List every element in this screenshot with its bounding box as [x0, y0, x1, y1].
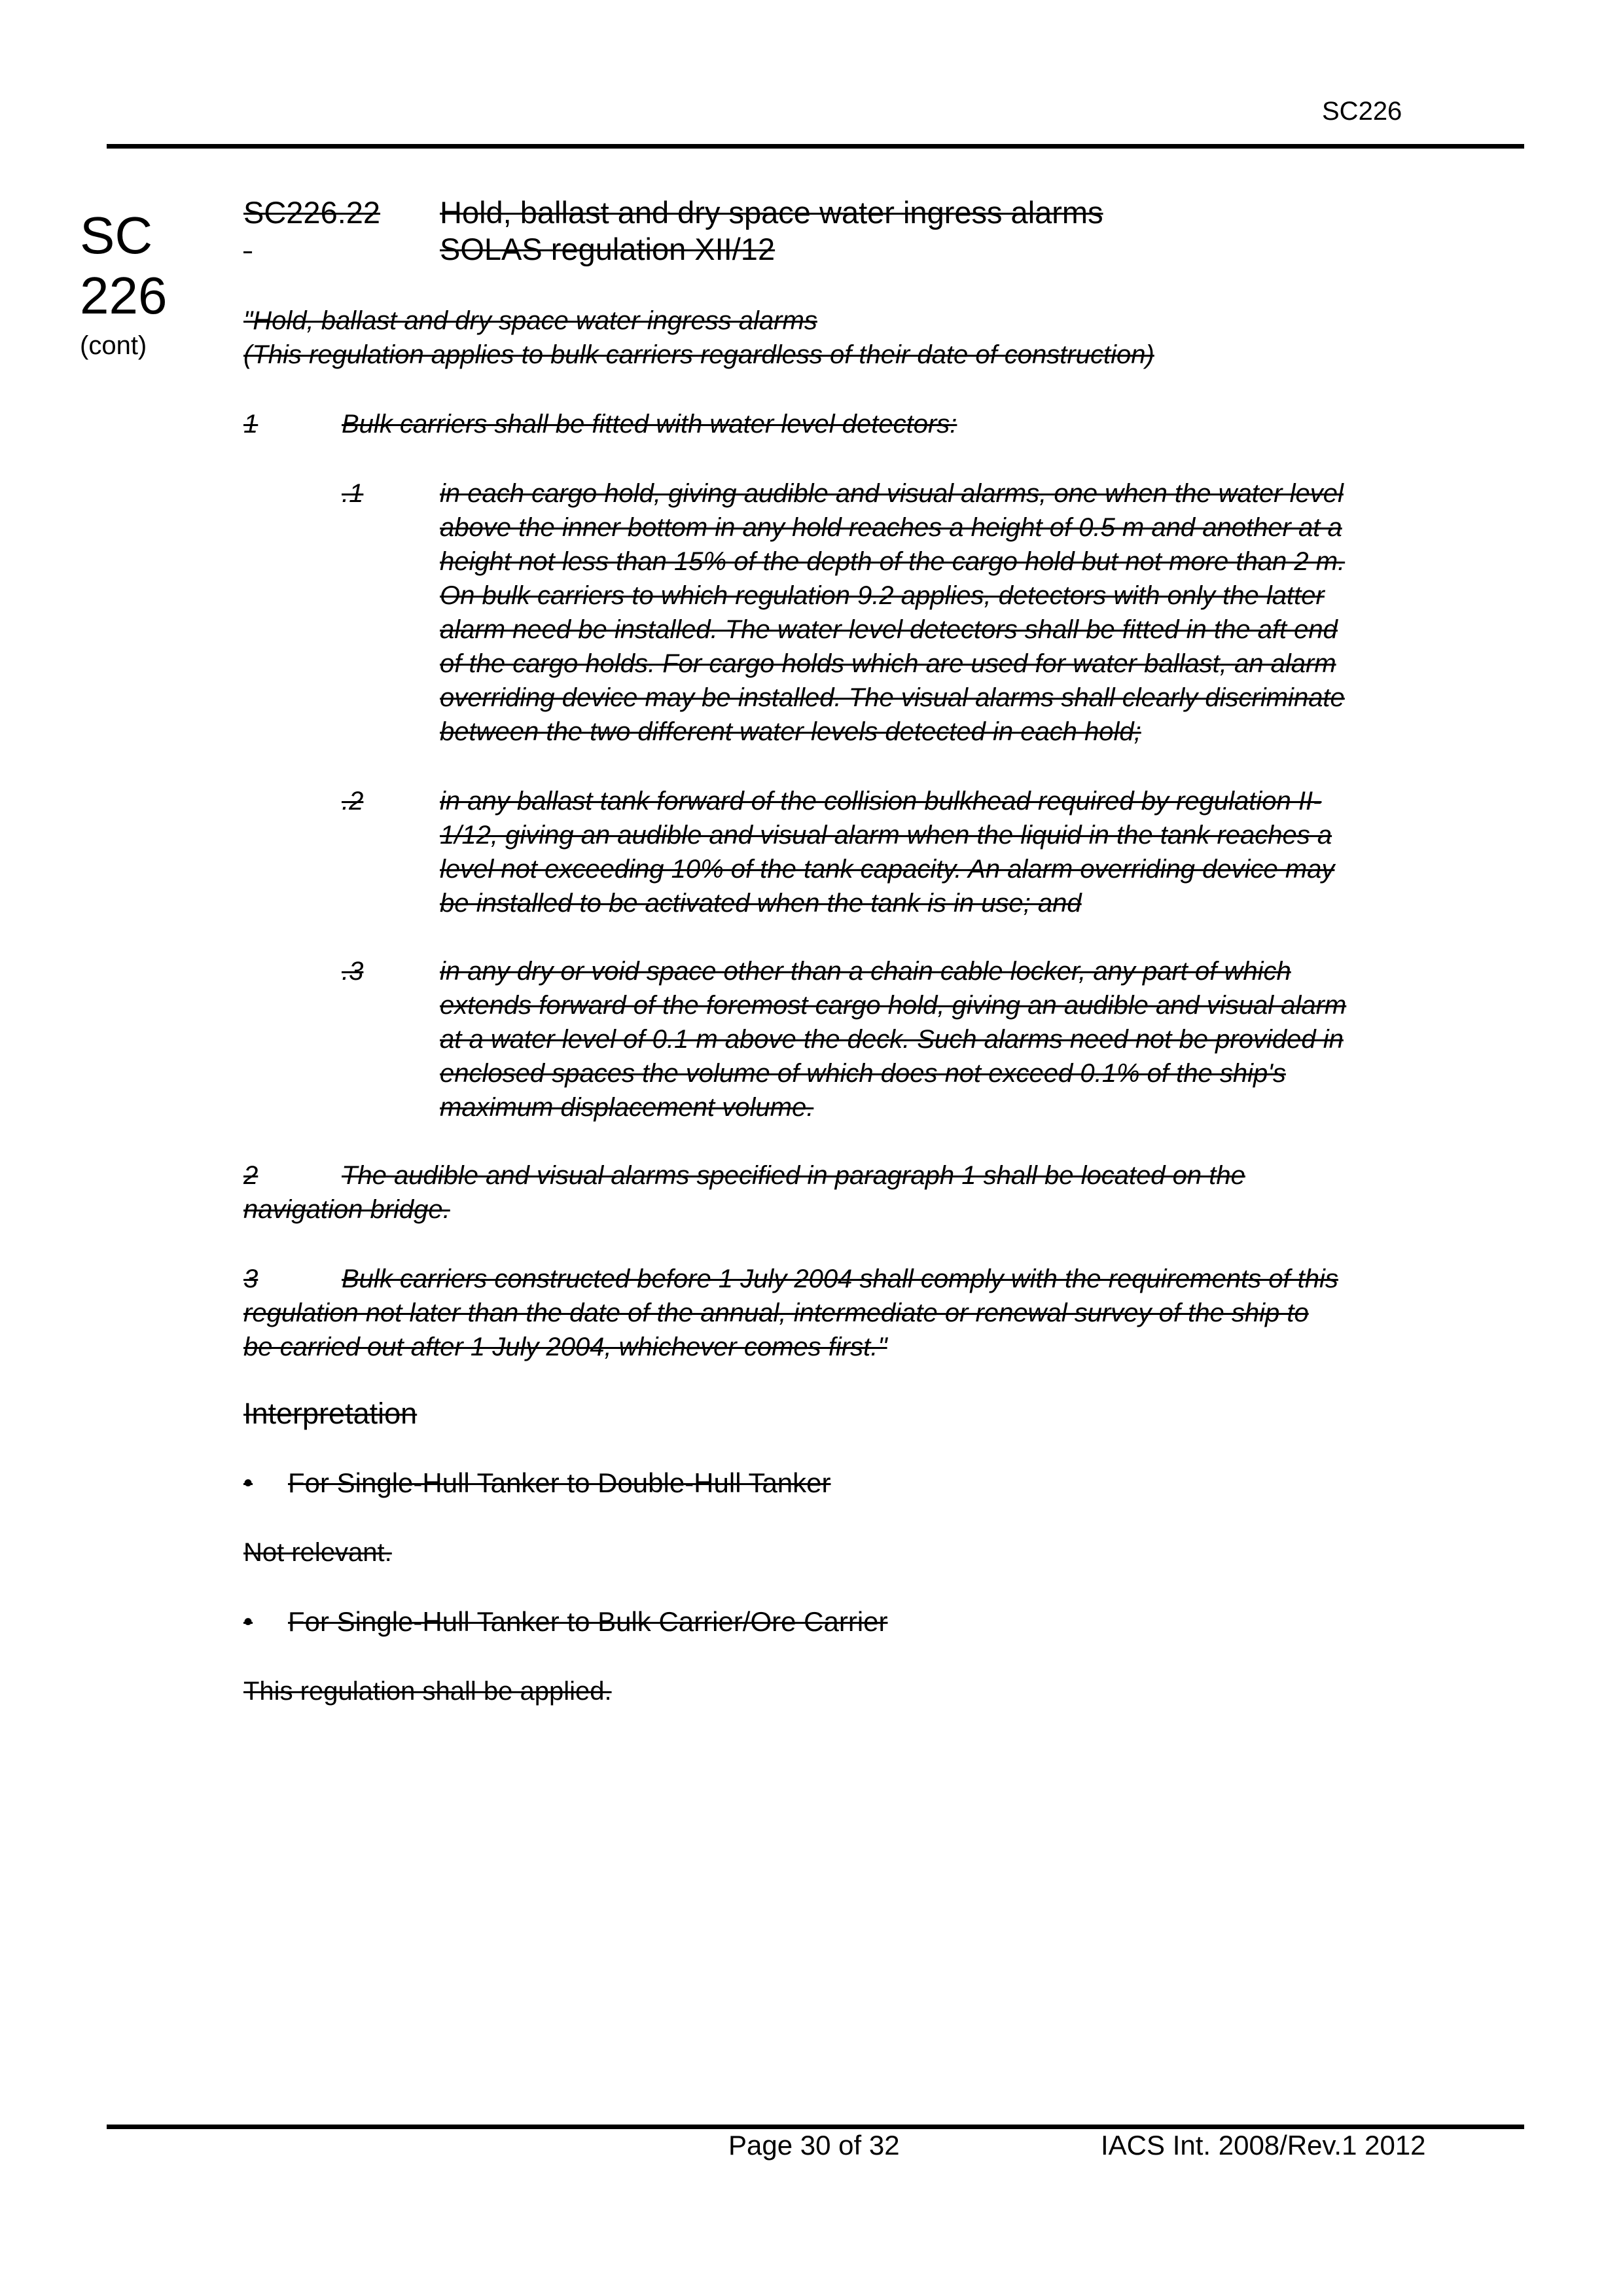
item-2-line: 1/12, giving an audible and visual alarm when the liquid in the tank reaches a [440, 821, 1332, 850]
item-2-line: be installed to be activated when the tank is in use; and [440, 889, 1082, 918]
para-1-text: Bulk carriers shall be fitted with water level detectors: [342, 410, 957, 439]
footer-page-number: Page 30 of 32 [728, 2130, 900, 2161]
bullet-2-label: For Single-Hull Tanker to Bulk Carrier/Ore Carrier [288, 1606, 888, 1637]
item-1-number: .1 [342, 479, 364, 508]
item-2-number: .2 [342, 787, 364, 816]
item-1-text [440, 476, 1461, 749]
item-1-line: above the inner bottom in any hold reaches a height of 0.5 m and another at a [440, 513, 1342, 542]
para-2-line-2: navigation bridge. [243, 1195, 450, 1224]
side-label-number: 226 [80, 266, 168, 325]
bullet-icon: • [243, 1607, 253, 1636]
footer-reference: IACS Int. 2008/Rev.1 2012 [1101, 2130, 1426, 2161]
item-2-line: in any ballast tank forward of the collision bulkhead required by regulation II- [440, 787, 1322, 816]
item-1-line: in each cargo hold, giving audible and visual alarms, one when the water level [440, 479, 1344, 508]
header-rule [107, 144, 1524, 149]
bullet-icon: • [243, 1469, 253, 1498]
subtitle-leader [243, 232, 440, 270]
item-3-line: maximum displacement volume. [440, 1093, 814, 1122]
item-3-line: at a water level of 0.1 m above the deck. Such alarms need not be provided in [440, 1025, 1344, 1054]
section-title: Hold, ballast and dry space water ingress alarms [440, 195, 1103, 230]
item-1-line: overriding device may be installed. The visual alarms shall clearly discriminate [440, 683, 1345, 712]
para-3-number: 3 [243, 1265, 259, 1293]
side-label-sc: SC [80, 206, 153, 264]
para-2-number: 2 [243, 1161, 259, 1190]
section-subtitle: SOLAS regulation XII/12 [440, 232, 776, 266]
header-code: SC226 [1322, 97, 1402, 126]
footer-rule [107, 2125, 1524, 2129]
item-1-line: of the cargo holds. For cargo holds which are used for water ballast, an alarm [440, 649, 1336, 678]
regulation-applies: (This regulation applies to bulk carriers regardless of their date of construction) [243, 340, 1154, 369]
item-1-line: On bulk carriers to which regulation 9.2 applies, detectors with only the latter [440, 581, 1325, 610]
item-2-text [440, 784, 1461, 920]
side-label-cont: (cont) [80, 331, 147, 360]
para-3-line-2: regulation not later than the date of the annual, intermediate or renewal survey of the ship to [243, 1299, 1309, 1327]
bullet-2-note: This regulation shall be applied. [243, 1677, 612, 1706]
para-3-line-1: Bulk carriers constructed before 1 July 2004 shall comply with the requirements of this [342, 1265, 1338, 1293]
item-3-number: .3 [342, 957, 364, 986]
item-2-line: level not exceeding 10% of the tank capacity. An alarm overriding device may [440, 855, 1335, 884]
regulation-title: "Hold, ballast and dry space water ingress alarms [243, 306, 817, 335]
item-1-line: alarm need be installed. The water level detectors shall be fitted in the aft end [440, 615, 1338, 644]
item-1-line: height not less than 15% of the depth of the cargo hold but not more than 2 m. [440, 547, 1346, 576]
item-3-line: in any dry or void space other than a chain cable locker, any part of which [440, 957, 1291, 986]
section-number: SC226.22 [243, 195, 381, 230]
item-3-text [440, 954, 1461, 1124]
item-1-line: between the two different water levels detected in each hold; [440, 717, 1141, 746]
item-3-line: enclosed spaces the volume of which does not exceed 0.1% of the ship's [440, 1059, 1286, 1088]
interpretation-heading: Interpretation [243, 1397, 418, 1430]
bullet-1-label: For Single-Hull Tanker to Double-Hull Tanker [288, 1467, 831, 1498]
para-2-line-1: The audible and visual alarms specified in paragraph 1 shall be located on the [342, 1161, 1245, 1190]
para-1-number: 1 [243, 410, 259, 439]
item-3-line: extends forward of the foremost cargo hold, giving an audible and visual alarm [440, 991, 1347, 1020]
bullet-1-note: Not relevant. [243, 1538, 392, 1567]
para-3-line-3: be carried out after 1 July 2004, whichever comes first." [243, 1333, 887, 1361]
